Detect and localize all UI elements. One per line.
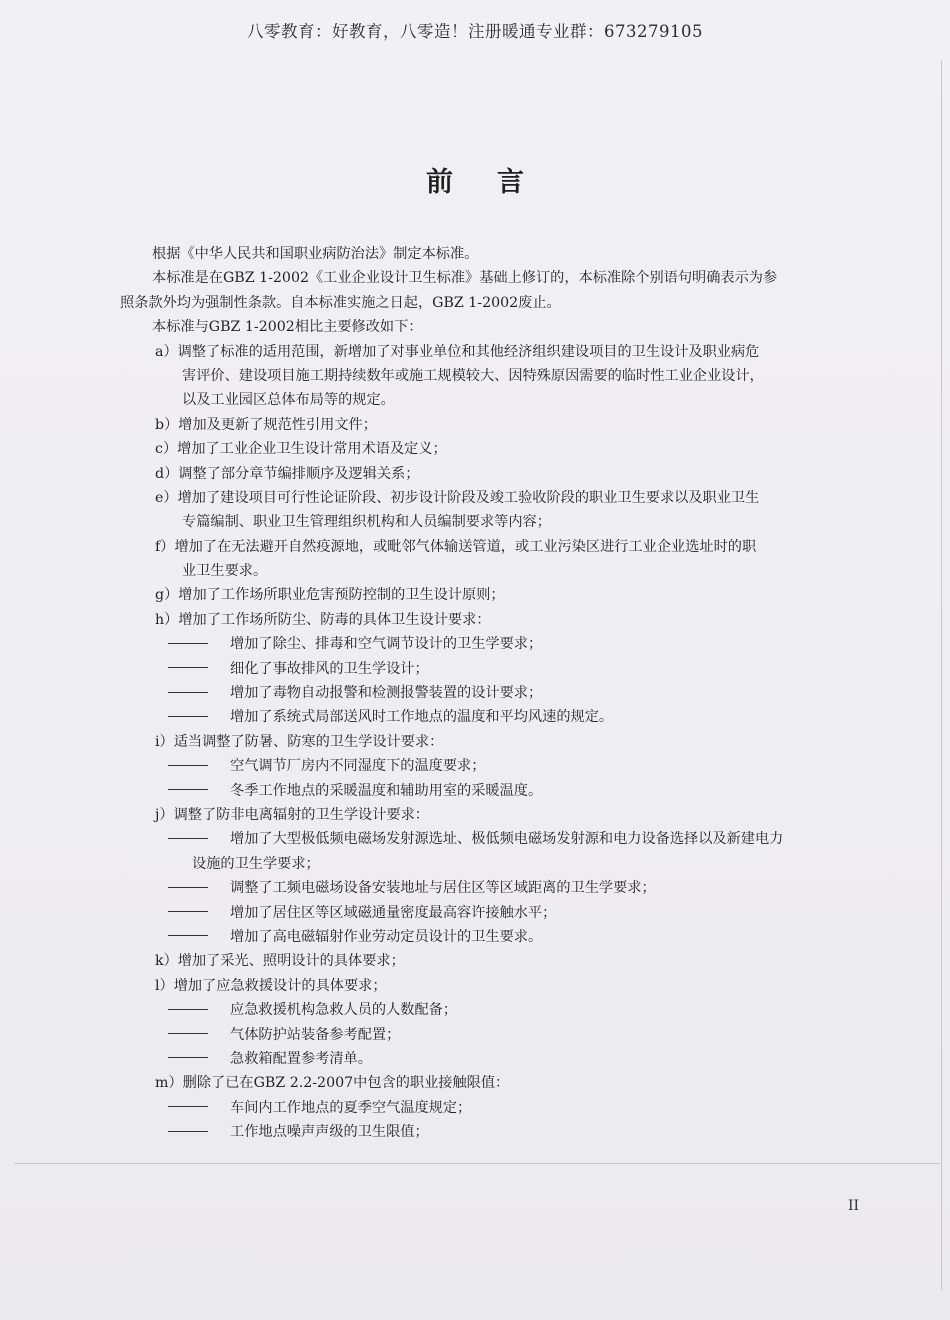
dash-subitem [120,876,860,900]
paragraph-continuation [120,291,860,315]
line-text: d）调整了部分章节编排顺序及逻辑关系； [155,465,420,482]
list-item [120,608,860,632]
dash-subitem [120,1096,860,1120]
page-number: II [848,1198,860,1214]
list-item-continuation [120,559,860,583]
list-item [120,974,860,998]
footer-divider [14,1163,940,1164]
dash-subitem [120,779,860,803]
line-text: m）删除了已在GBZ 2.2-2007中包含的职业接触限值： [155,1075,510,1092]
dash-subitem-continuation [120,852,860,876]
em-dash-marker [168,789,208,790]
line-text: j）调整了防非电离辐射的卫生学设计要求： [155,806,429,823]
em-dash-marker [168,643,208,644]
em-dash-marker [168,935,208,936]
list-item [120,949,860,973]
list-item [120,583,860,607]
line-text: 增加了大型极低频电磁场发射源选址、极低频电磁场发射源和电力设备选择以及新建电力 [230,831,784,848]
page-edge-line [941,60,942,1290]
dash-subitem [120,632,860,656]
line-text: b）增加及更新了规范性引用文件； [155,416,377,433]
dash-subitem [120,1047,860,1071]
em-dash-marker [168,765,208,766]
list-item-continuation [120,510,860,534]
list-item [120,462,860,486]
list-item-continuation [120,388,860,412]
line-text: i）适当调整了防暑、防寒的卫生学设计要求： [155,733,444,750]
em-dash-marker [168,667,208,668]
line-text: 本标准是在GBZ 1-2002《工业企业设计卫生标准》基础上修订的，本标准除个别语句明确表示为参 [152,270,778,287]
line-text: 业卫生要求。 [182,563,268,580]
dash-subitem [120,1120,860,1144]
paragraph-line [120,315,860,339]
em-dash-marker [168,838,208,839]
em-dash-marker [168,1009,208,1010]
list-item [120,486,860,510]
line-text: 专篇编制、职业卫生管理组织机构和人员编制要求等内容； [182,514,551,531]
list-item [120,413,860,437]
list-item [120,730,860,754]
dash-subitem [120,681,860,705]
line-text: 照条款外均为强制性条款。自本标准实施之日起，GBZ 1-2002废止。 [120,294,561,311]
line-text: 空气调节厂房内不同湿度下的温度要求； [230,758,486,775]
dash-subitem [120,925,860,949]
list-item [120,803,860,827]
line-text: 增加了毒物自动报警和检测报警装置的设计要求； [230,685,543,702]
line-text: 冬季工作地点的采暖温度和辅助用室的采暖温度。 [230,782,543,799]
line-text: g）增加了工作场所职业危害预防控制的卫生设计原则； [155,587,505,604]
em-dash-marker [168,1131,208,1132]
line-text: 细化了事故排风的卫生学设计； [230,660,429,677]
line-text: l）增加了应急救援设计的具体要求； [155,977,387,994]
line-text: a）调整了标准的适用范围，新增加了对事业单位和其他经济组织建设项目的卫生设计及职业病危 [155,343,760,360]
line-text: 车间内工作地点的夏季空气温度规定； [230,1099,472,1116]
paragraph-line [120,242,860,266]
line-text: 应急救援机构急救人员的人数配备； [230,1002,458,1019]
line-text: 增加了系统式局部送风时工作地点的温度和平均风速的规定。 [230,709,614,726]
line-text: 气体防护站装备参考配置； [230,1026,401,1043]
paragraph-line [120,266,860,290]
line-text: e）增加了建设项目可行性论证阶段、初步设计阶段及竣工验收阶段的职业卫生要求以及职业卫生 [155,489,760,506]
list-item [120,1071,860,1095]
em-dash-marker [168,716,208,717]
line-text: 增加了高电磁辐射作业劳动定员设计的卫生要求。 [230,928,543,945]
page-title: 前言 [426,167,568,198]
em-dash-marker [168,911,208,912]
list-item [120,340,860,364]
line-text: 工作地点噪声声级的卫生限值； [230,1124,429,1141]
line-text: 以及工业园区总体布局等的规定。 [182,392,395,409]
dash-subitem [120,901,860,925]
line-text: 根据《中华人民共和国职业病防治法》制定本标准。 [152,246,479,262]
line-text: c）增加了工业企业卫生设计常用术语及定义； [155,441,447,458]
em-dash-marker [168,887,208,888]
line-text: 增加了居住区等区域磁通量密度最高容许接触水平； [230,904,557,921]
line-text: f）增加了在无法避开自然疫源地，或毗邻气体输送管道，或工业污染区进行工业企业选址时的职 [155,538,757,555]
line-text: 害评价、建设项目施工期持续数年或施工规模较大、因特殊原因需要的临时性工业企业设计， [182,367,764,384]
line-text: k）增加了采光、照明设计的具体要求； [155,953,405,970]
line-text: 调整了工频电磁场设备安装地址与居住区等区域距离的卫生学要求； [230,880,656,897]
line-text: 增加了除尘、排毒和空气调节设计的卫生学要求； [230,636,543,653]
line-text: 本标准与GBZ 1-2002相比主要修改如下： [152,319,423,336]
em-dash-marker [168,692,208,693]
em-dash-marker [168,1033,208,1034]
dash-subitem [120,1023,860,1047]
list-item-continuation [120,364,860,388]
dash-subitem [120,754,860,778]
line-text: h）增加了工作场所防尘、防毒的具体卫生设计要求： [155,611,491,628]
line-text: 急救箱配置参考清单。 [230,1050,372,1067]
em-dash-marker [168,1106,208,1107]
dash-subitem [120,998,860,1022]
dash-subitem [120,657,860,681]
document-body [120,242,860,1144]
line-text: 设施的卫生学要求； [192,855,320,872]
list-item [120,535,860,559]
list-item [120,437,860,461]
dash-subitem [120,705,860,729]
watermark-header: 八零教育：好教育，八零造！注册暖通专业群：673279105 [247,22,703,41]
dash-subitem [120,827,860,851]
em-dash-marker [168,1057,208,1058]
